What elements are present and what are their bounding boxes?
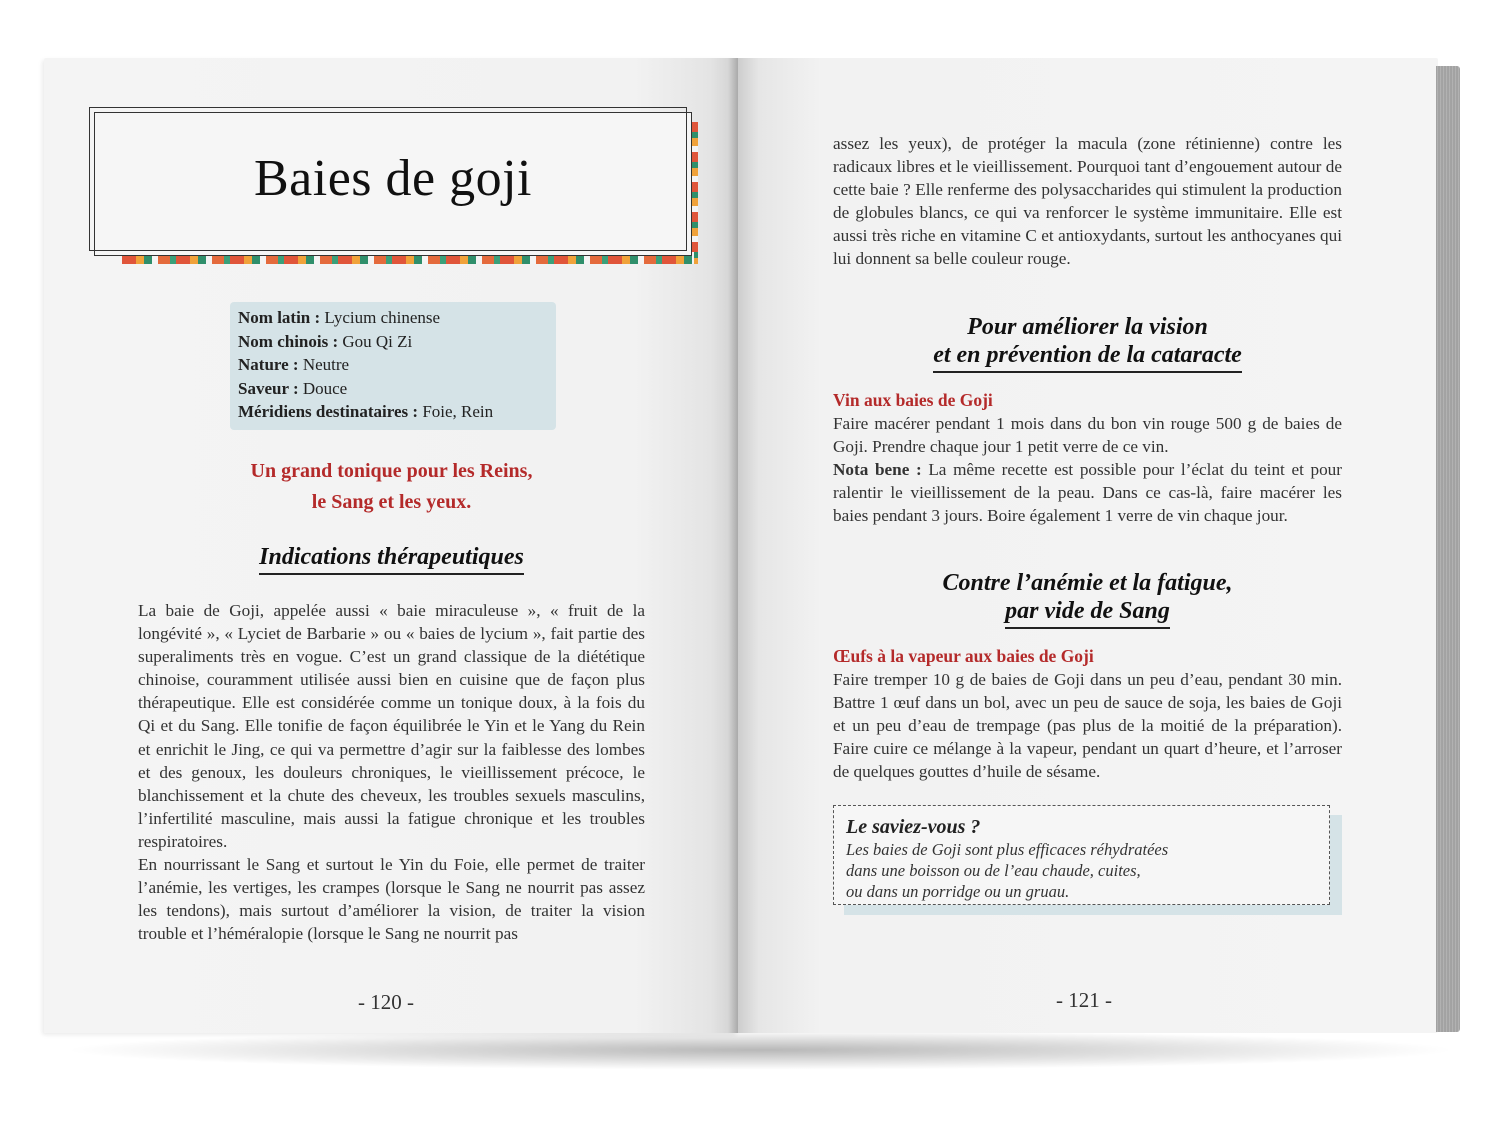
recipe-title: Vin aux baies de Goji: [833, 390, 993, 410]
page-title: Baies de goji: [253, 150, 532, 207]
tagline: Un grand tonique pour les Reins, le Sang et les yeux.: [250, 460, 533, 513]
left-page: [44, 58, 738, 1033]
heading-vision: Pour améliorer la vision et en prévention de la cataracte: [833, 313, 1342, 373]
body-text-left: [138, 599, 645, 945]
page-number-right: - 121 -: [1056, 988, 1112, 1012]
title-frame: [94, 112, 692, 256]
info-nature: Nature : Neutre: [238, 355, 350, 374]
paragraph: Faire tremper 10 g de baies de Goji dans un peu d’eau, pendant 30 min. Battre 1 œuf dans un bol, avec un peu de sauce de soja, les baies de Goji et un peu d’eau de trempage (pas plus de la moitié de la préparation). Faire cuire ce mélange à la vapeur, pendant un quart d’heure, et l’arroser de quelques gouttes d’huile de sésame.: [833, 670, 1342, 782]
section-heading: Indications thérapeutiques: [194, 544, 589, 575]
page-number-left: - 120 -: [358, 990, 414, 1014]
right-page: [738, 58, 1438, 1033]
tip-title: Le saviez-vous ?: [846, 816, 981, 838]
recipe-eggs: [833, 645, 1342, 784]
page-edges: [1436, 66, 1460, 1032]
tip-line: dans une boisson ou de l’eau chaude, cuites,: [846, 861, 1141, 880]
tip-line: Les baies de Goji sont plus efficaces réhydratées: [846, 840, 1169, 859]
tip-box: [833, 805, 1330, 905]
paragraph: Faire macérer pendant 1 mois dans du bon vin rouge 500 g de baies de Goji. Prendre chaque jour 1 petit verre de ce vin.: [833, 414, 1342, 457]
book-shadow: [60, 1030, 1460, 1070]
info-meridiens: Méridiens destinataires : Foie, Rein: [238, 402, 494, 421]
heading-anemie: Contre l’anémie et la fatigue, par vide de Sang: [833, 569, 1342, 629]
tip-line: ou dans un porridge ou un gruau.: [846, 882, 1070, 901]
paragraph: La baie de Goji, appelée aussi « baie miraculeuse », « fruit de la longévité », « Lyciet de Barbarie » ou « baies de lycium », fait partie des superaliments très en vogue. C’est un grand classique de la diététique chinoise, couramment utilisée aussi bien en cuisine que de façon plus thérapeutique. Elle est considérée comme un tonique doux, à la fois du Qi et du Sang. Elle tonifie de façon équilibrée le Yin et le Yang du Rein et enrichit le Jing, ce qui va permettre d’agir sur la faiblesse des lombes et des genoux, les douleurs chroniques, le vieillissement précoce, le blanchissement et la chute des cheveux, les troubles sexuels masculins, l’infertilité masculine, mais aussi la fatigue chronique et les troubles respiratoires.: [138, 601, 645, 851]
recipe-title: Œufs à la vapeur aux baies de Goji: [833, 646, 1094, 666]
info-chinese: Nom chinois : Gou Qi Zi: [238, 331, 413, 351]
plant-info-box: [230, 302, 556, 430]
nota-bene: Nota bene : La même recette est possible pour l’éclat du teint et pour ralentir le vieillissement de la peau. Dans ce cas-là, faire macérer les baies pendant 3 jours. Boire également 1 verre de vin chaque jour.: [833, 460, 1342, 526]
recipe-wine: [833, 389, 1342, 528]
paragraph: En nourrissant le Sang et surtout le Yin du Foie, elle permet de traiter l’anémie, les vertiges, les crampes (lorsque le Sang ne nourrit pas assez les tendons), mais surtout d’améliorer la vision, de traiter la vision trouble et l’héméralopie (lorsque le Sang ne nourrit pas: [138, 855, 645, 944]
paragraph: assez les yeux), de protéger la macula (zone rétinienne) contre les radicaux libres et le vieillissement. Pourquoi tant d’engouement autour de cette baie ? Elle renferme des polysaccharides qui stimulent la production de globules blancs, ce qui va renforcer le système immunitaire. Elle est aussi très riche en vitamine C et antioxydants, surtout les anthocyanes qui lui donnent sa belle couleur rouge.: [833, 134, 1342, 269]
info-saveur: Saveur : Douce: [238, 378, 348, 398]
info-latin: Nom latin : Lycium chinense: [238, 308, 441, 327]
body-text-right-intro: [833, 132, 1342, 271]
